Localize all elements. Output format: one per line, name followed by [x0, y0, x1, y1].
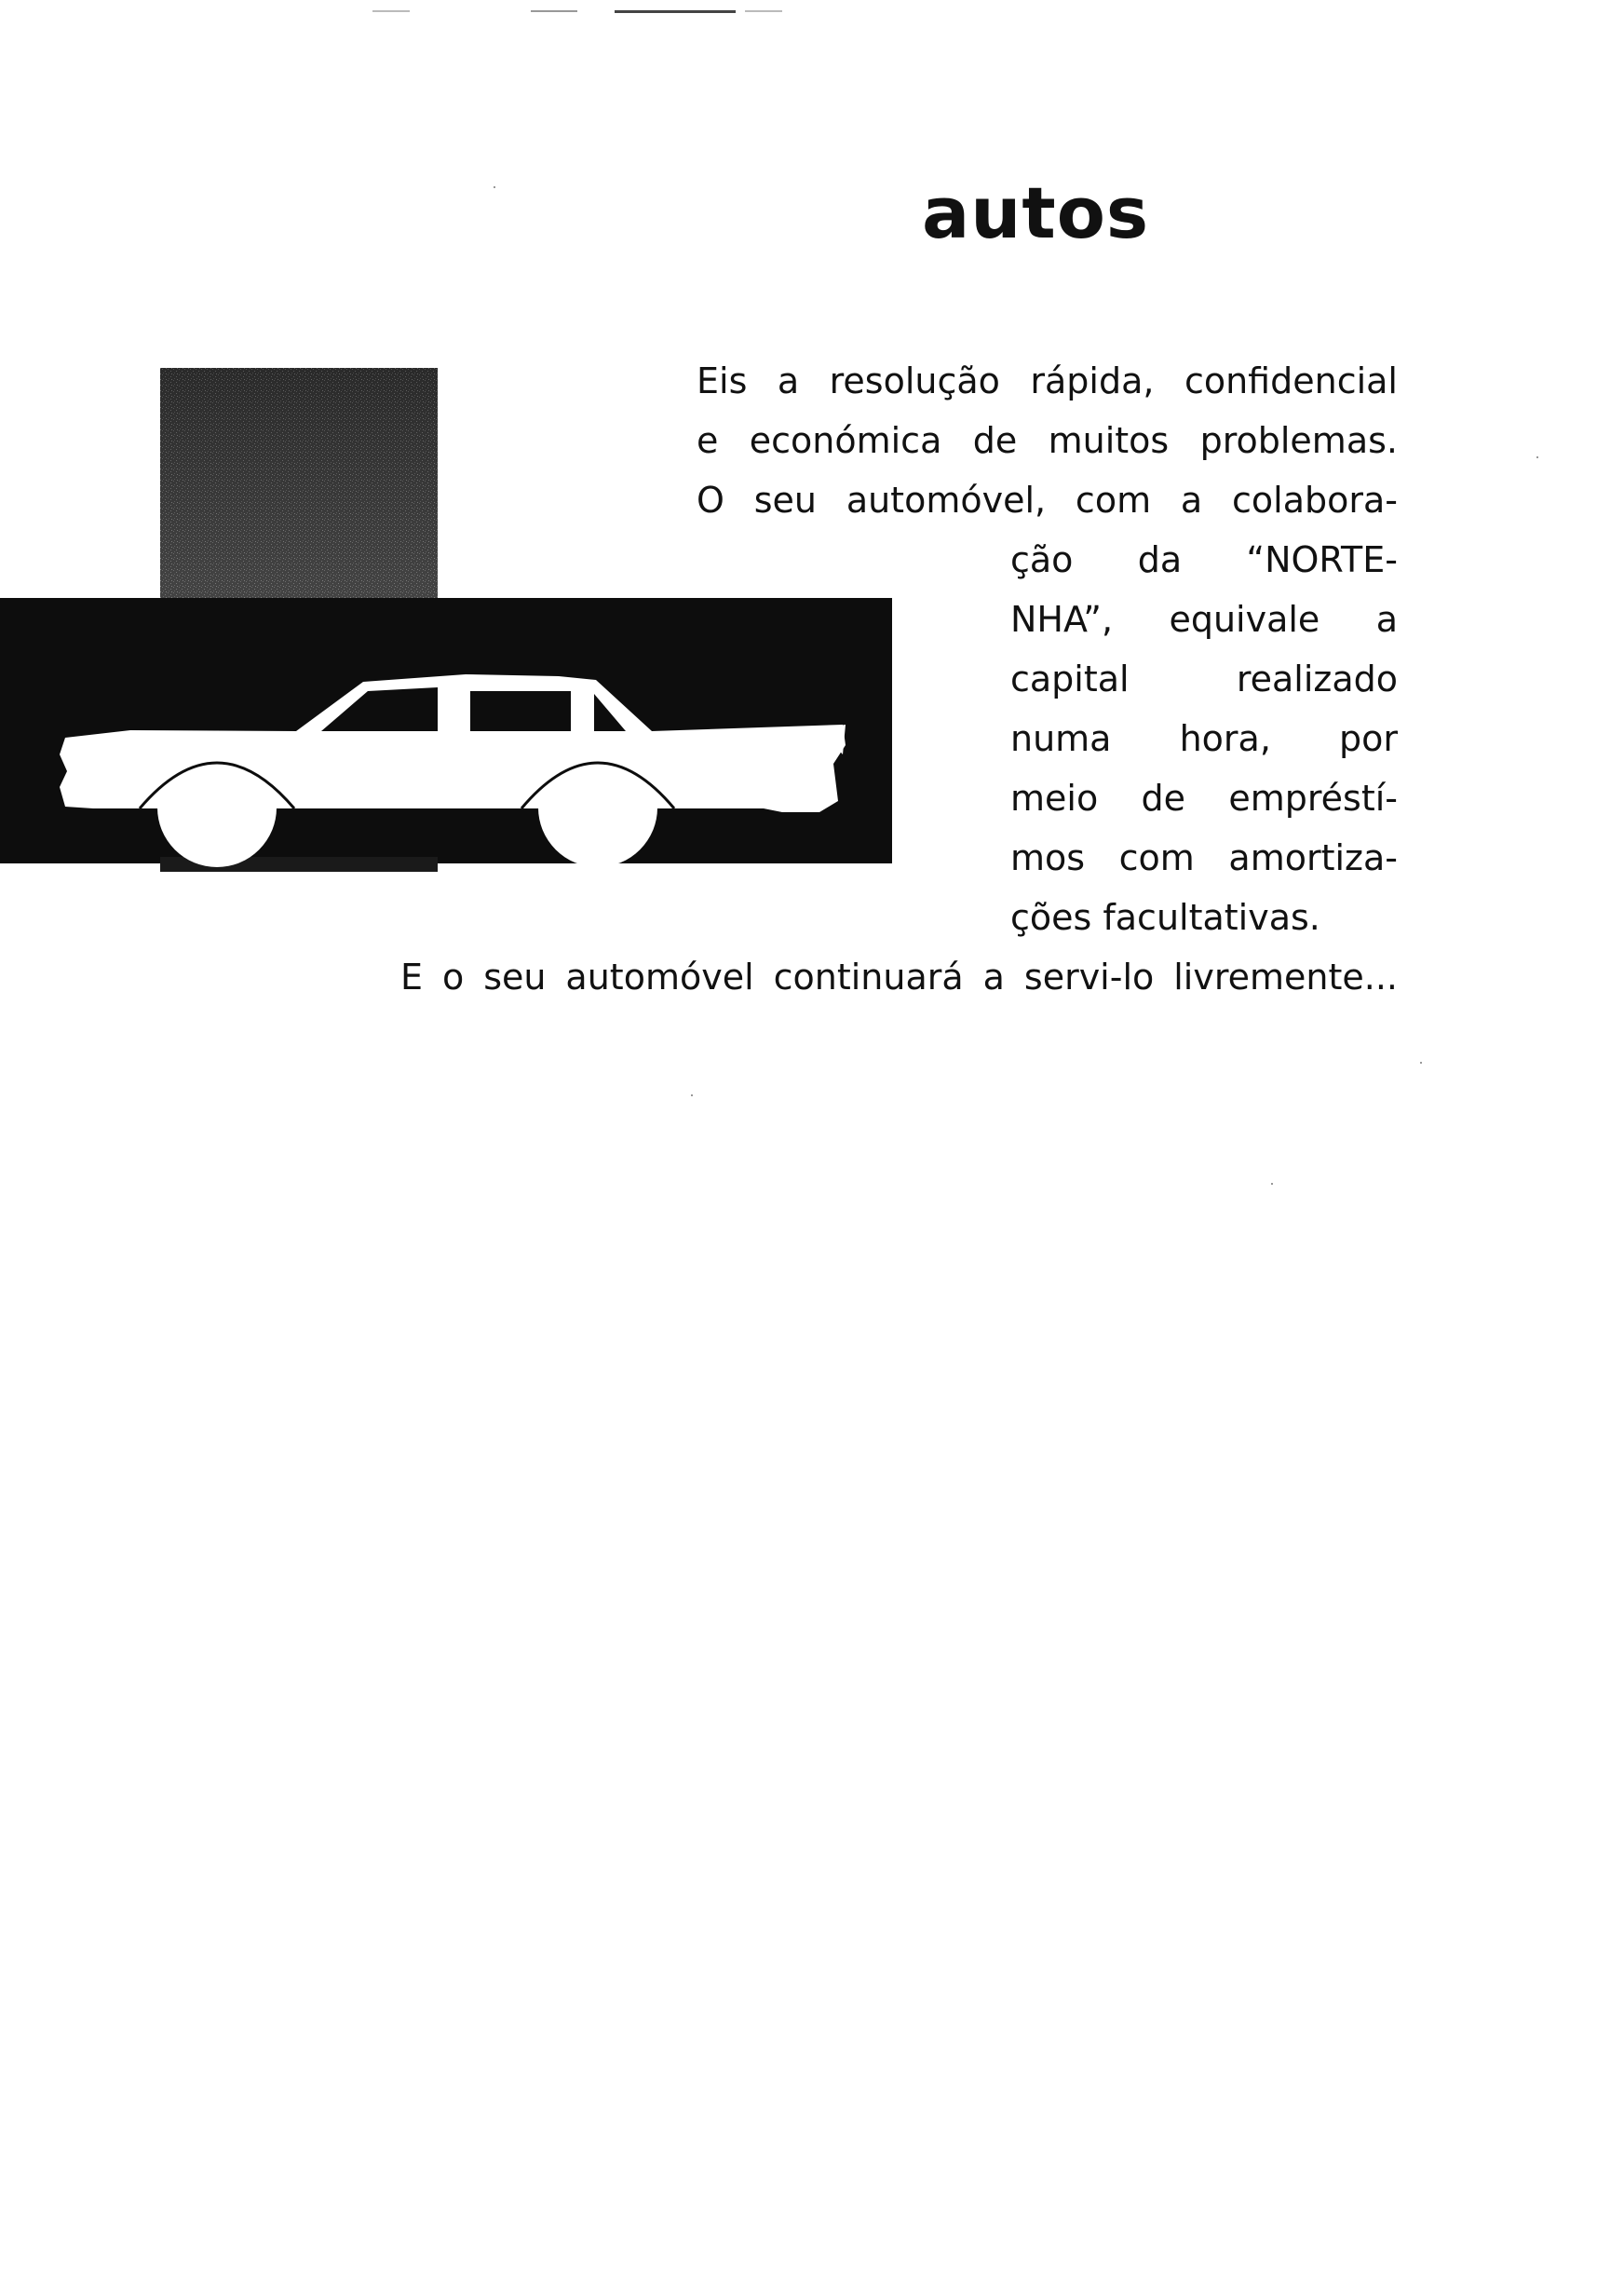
page-title: autos	[922, 170, 1150, 254]
scan-speck	[1420, 1062, 1422, 1064]
scan-speck	[1271, 1183, 1273, 1185]
body-line-1: Eis a resolução rápida, confidencial	[697, 360, 1398, 401]
body-line-11: E o seu automóvel continuará a servi-lo livremente...	[400, 957, 1398, 998]
body-line-10: ções facultativas.	[1010, 897, 1320, 938]
body-line-3: O seu automóvel, com a colabora-	[697, 480, 1398, 521]
body-line-2: e económica de muitos problemas.	[697, 420, 1398, 461]
body-line-5: NHA”, equivale a	[1010, 599, 1398, 640]
scan-speck	[691, 1094, 693, 1096]
body-line-4: ção da “NORTE-	[1010, 539, 1398, 580]
body-line-8: meio de empréstí-	[1010, 778, 1398, 819]
scan-speck	[1536, 456, 1538, 458]
body-line-7: numa hora, por	[1010, 718, 1398, 759]
body-line-9: mos com amortiza-	[1010, 837, 1398, 878]
scan-marks	[372, 0, 819, 4]
scan-speck	[494, 186, 495, 188]
body-line-6: capital realizado	[1010, 659, 1398, 699]
